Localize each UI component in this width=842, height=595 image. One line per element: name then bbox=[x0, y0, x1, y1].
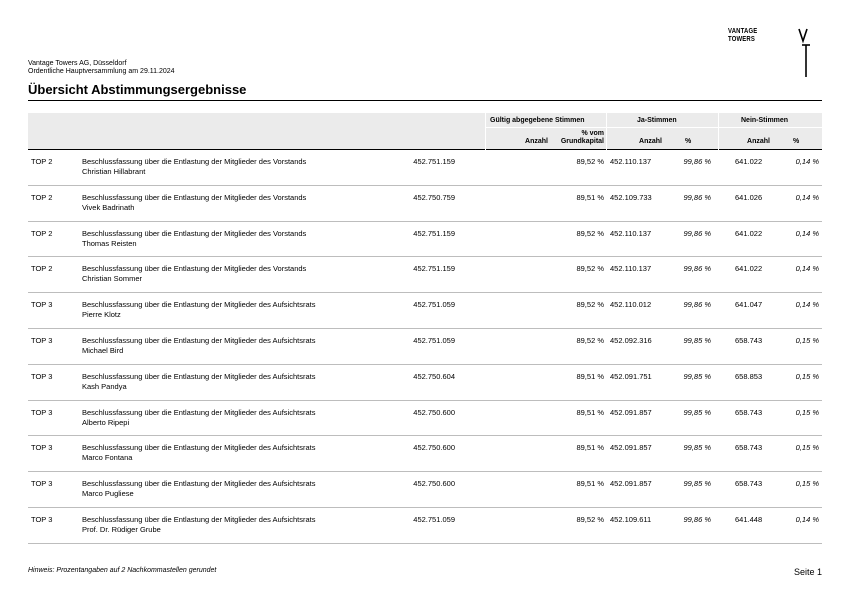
yes-votes: 452.109.733 bbox=[610, 192, 652, 202]
yes-votes: 452.110.137 bbox=[610, 264, 652, 274]
valid-pct-capital: 89,52 % bbox=[576, 228, 604, 238]
table-row bbox=[28, 186, 822, 222]
table-row bbox=[28, 508, 822, 544]
resolution-text: Beschlussfassung über die Entlastung der Mitglieder des Aufsichtsrats bbox=[82, 407, 316, 417]
person-name: Thomas Reisten bbox=[82, 238, 137, 248]
valid-pct-capital: 89,52 % bbox=[576, 335, 604, 345]
valid-pct-capital: 89,52 % bbox=[576, 264, 604, 274]
header-subline bbox=[719, 127, 822, 128]
col-no-pct: % bbox=[793, 138, 800, 145]
valid-votes: 452.751.159 bbox=[413, 157, 455, 166]
person-name: Christian Sommer bbox=[82, 274, 143, 284]
group-yes-votes: Ja-Stimmen bbox=[637, 117, 677, 124]
no-votes: 658.853 bbox=[735, 371, 763, 381]
group-valid-votes: Gültig abgegebene Stimmen bbox=[490, 117, 585, 124]
page-title: Übersicht Abstimmungsergebnisse bbox=[28, 82, 247, 97]
valid-votes: 452.750.604 bbox=[413, 371, 455, 381]
person-name: Marco Pugliese bbox=[82, 489, 134, 499]
valid-pct-capital: 89,52 % bbox=[576, 157, 604, 166]
table-row bbox=[28, 329, 822, 365]
valid-votes: 452.750.600 bbox=[413, 443, 455, 453]
valid-pct-capital: 89,51 % bbox=[576, 443, 604, 453]
valid-votes: 452.751.059 bbox=[413, 514, 455, 524]
no-votes: 658.743 bbox=[735, 443, 763, 453]
no-pct: 0,14 % bbox=[795, 228, 819, 238]
valid-votes: 452.751.159 bbox=[413, 264, 455, 274]
vt-monogram-icon bbox=[798, 28, 814, 78]
no-pct: 0,14 % bbox=[795, 264, 819, 274]
no-pct: 0,15 % bbox=[795, 407, 819, 417]
no-votes: 658.743 bbox=[735, 335, 763, 345]
header-subline bbox=[607, 127, 718, 128]
meeting-date: Ordentliche Hauptversammlung am 29.11.2024 bbox=[28, 68, 175, 75]
yes-pct: 99,86 % bbox=[683, 192, 711, 202]
table-row bbox=[28, 293, 822, 329]
page-number: Seite 1 bbox=[793, 567, 822, 577]
yes-votes: 452.110.012 bbox=[610, 300, 652, 310]
no-pct: 0,14 % bbox=[795, 300, 819, 310]
group-no-votes: Nein-Stimmen bbox=[741, 117, 789, 124]
table-row bbox=[28, 436, 822, 472]
no-votes: 641.022 bbox=[735, 228, 763, 238]
valid-votes: 452.750.600 bbox=[413, 479, 455, 489]
person-name: Vivek Badrinath bbox=[82, 202, 135, 212]
resolution-text: Beschlussfassung über die Entlastung der Mitglieder des Aufsichtsrats bbox=[82, 371, 316, 381]
no-votes: 658.743 bbox=[735, 479, 763, 489]
valid-pct-capital: 89,51 % bbox=[576, 371, 604, 381]
no-votes: 641.448 bbox=[735, 514, 763, 524]
person-name: Kash Pandya bbox=[82, 381, 127, 391]
company-name: Vantage Towers AG, Düsseldorf bbox=[28, 60, 127, 67]
resolution-text: Beschlussfassung über die Entlastung der Mitglieder des Aufsichtsrats bbox=[82, 300, 316, 310]
no-pct: 0,15 % bbox=[795, 371, 819, 381]
person-name: Marco Fontana bbox=[82, 453, 133, 463]
header-separator bbox=[718, 113, 719, 150]
yes-pct: 99,85 % bbox=[683, 443, 711, 453]
yes-votes: 452.110.137 bbox=[610, 228, 652, 238]
company-logo bbox=[728, 28, 824, 78]
no-pct: 0,15 % bbox=[795, 335, 819, 345]
yes-pct: 99,86 % bbox=[683, 514, 711, 524]
valid-votes: 452.750.600 bbox=[413, 407, 455, 417]
resolution-text: Beschlussfassung über die Entlastung der Mitglieder des Vorstands bbox=[82, 228, 307, 238]
col-valid-anzahl: Anzahl bbox=[525, 138, 548, 145]
person-name: Michael Bird bbox=[82, 345, 124, 355]
agenda-item: TOP 3 bbox=[31, 514, 53, 524]
no-pct: 0,14 % bbox=[795, 192, 819, 202]
yes-votes: 452.091.857 bbox=[610, 443, 652, 453]
col-yes-pct: % bbox=[685, 138, 692, 145]
valid-votes: 452.750.759 bbox=[413, 192, 455, 202]
valid-pct-capital: 89,52 % bbox=[576, 300, 604, 310]
resolution-text: Beschlussfassung über die Entlastung der Mitglieder des Aufsichtsrats bbox=[82, 443, 316, 453]
logo-wordmark bbox=[728, 28, 757, 44]
person-name: Pierre Klotz bbox=[82, 310, 121, 320]
agenda-item: TOP 2 bbox=[31, 157, 53, 166]
person-name: Christian Hillabrant bbox=[82, 167, 146, 176]
valid-pct-capital: 89,51 % bbox=[576, 192, 604, 202]
resolution-text: Beschlussfassung über die Entlastung der Mitglieder des Vorstands bbox=[82, 192, 307, 202]
col-no-anzahl: Anzahl bbox=[747, 138, 770, 145]
no-pct: 0,15 % bbox=[795, 443, 819, 453]
valid-pct-capital: 89,51 % bbox=[576, 479, 604, 489]
valid-pct-capital: 89,51 % bbox=[576, 407, 604, 417]
agenda-item: TOP 3 bbox=[31, 300, 53, 310]
title-divider bbox=[28, 100, 822, 101]
logo-line-2: TOWERS bbox=[728, 36, 756, 43]
valid-pct-capital: 89,52 % bbox=[576, 514, 604, 524]
header-subline bbox=[486, 127, 606, 128]
valid-votes: 452.751.059 bbox=[413, 300, 455, 310]
yes-votes: 452.091.751 bbox=[610, 371, 652, 381]
agenda-item: TOP 2 bbox=[31, 192, 53, 202]
resolution-text: Beschlussfassung über die Entlastung der Mitglieder des Aufsichtsrats bbox=[82, 479, 316, 489]
agenda-item: TOP 3 bbox=[31, 371, 53, 381]
col-pct-capital-1: % vom bbox=[581, 130, 604, 137]
yes-pct: 99,86 % bbox=[683, 264, 711, 274]
table-row bbox=[28, 365, 822, 401]
person-name: Alberto Ripepi bbox=[82, 417, 130, 427]
valid-votes: 452.751.159 bbox=[413, 228, 455, 238]
resolution-text: Beschlussfassung über die Entlastung der Mitglieder des Vorstands bbox=[82, 157, 307, 166]
valid-votes: 452.751.059 bbox=[413, 335, 455, 345]
no-votes: 641.022 bbox=[735, 264, 763, 274]
yes-pct: 99,86 % bbox=[683, 228, 711, 238]
no-votes: 658.743 bbox=[735, 407, 763, 417]
person-name: Prof. Dr. Rüdiger Grube bbox=[82, 524, 161, 534]
yes-votes: 452.091.857 bbox=[610, 479, 652, 489]
header-separator bbox=[606, 113, 607, 150]
no-pct: 0,15 % bbox=[795, 479, 819, 489]
table-row bbox=[28, 150, 822, 186]
logo-line-1: VANTAGE bbox=[728, 28, 758, 35]
agenda-item: TOP 3 bbox=[31, 479, 53, 489]
no-pct: 0,14 % bbox=[795, 514, 819, 524]
footnote: Hinweis: Prozentangaben auf 2 Nachkommastellen gerundet bbox=[28, 567, 217, 574]
agenda-item: TOP 2 bbox=[31, 264, 53, 274]
table-row bbox=[28, 222, 822, 258]
agenda-item: TOP 3 bbox=[31, 335, 53, 345]
no-votes: 641.022 bbox=[735, 157, 763, 166]
resolution-text: Beschlussfassung über die Entlastung der Mitglieder des Aufsichtsrats bbox=[82, 335, 316, 345]
yes-pct: 99,86 % bbox=[683, 157, 711, 166]
header-separator bbox=[485, 113, 486, 150]
agenda-item: TOP 2 bbox=[31, 228, 53, 238]
yes-pct: 99,85 % bbox=[683, 407, 711, 417]
yes-pct: 99,85 % bbox=[683, 479, 711, 489]
yes-votes: 452.109.611 bbox=[610, 514, 652, 524]
results-table-body bbox=[28, 150, 822, 544]
yes-pct: 99,85 % bbox=[683, 335, 711, 345]
col-pct-capital-2: Grundkapital bbox=[560, 138, 604, 145]
no-votes: 641.026 bbox=[735, 192, 763, 202]
yes-pct: 99,85 % bbox=[683, 371, 711, 381]
table-header bbox=[28, 113, 822, 150]
yes-pct: 99,86 % bbox=[683, 300, 711, 310]
yes-votes: 452.091.857 bbox=[610, 407, 652, 417]
col-yes-anzahl: Anzahl bbox=[639, 138, 662, 145]
no-votes: 641.047 bbox=[735, 300, 763, 310]
table-row bbox=[28, 472, 822, 508]
agenda-item: TOP 3 bbox=[31, 443, 53, 453]
yes-votes: 452.092.316 bbox=[610, 335, 652, 345]
no-pct: 0,14 % bbox=[795, 157, 819, 166]
table-row bbox=[28, 257, 822, 293]
resolution-text: Beschlussfassung über die Entlastung der Mitglieder des Aufsichtsrats bbox=[82, 514, 316, 524]
agenda-item: TOP 3 bbox=[31, 407, 53, 417]
resolution-text: Beschlussfassung über die Entlastung der Mitglieder des Vorstands bbox=[82, 264, 307, 274]
yes-votes: 452.110.137 bbox=[610, 157, 652, 166]
table-row bbox=[28, 401, 822, 437]
